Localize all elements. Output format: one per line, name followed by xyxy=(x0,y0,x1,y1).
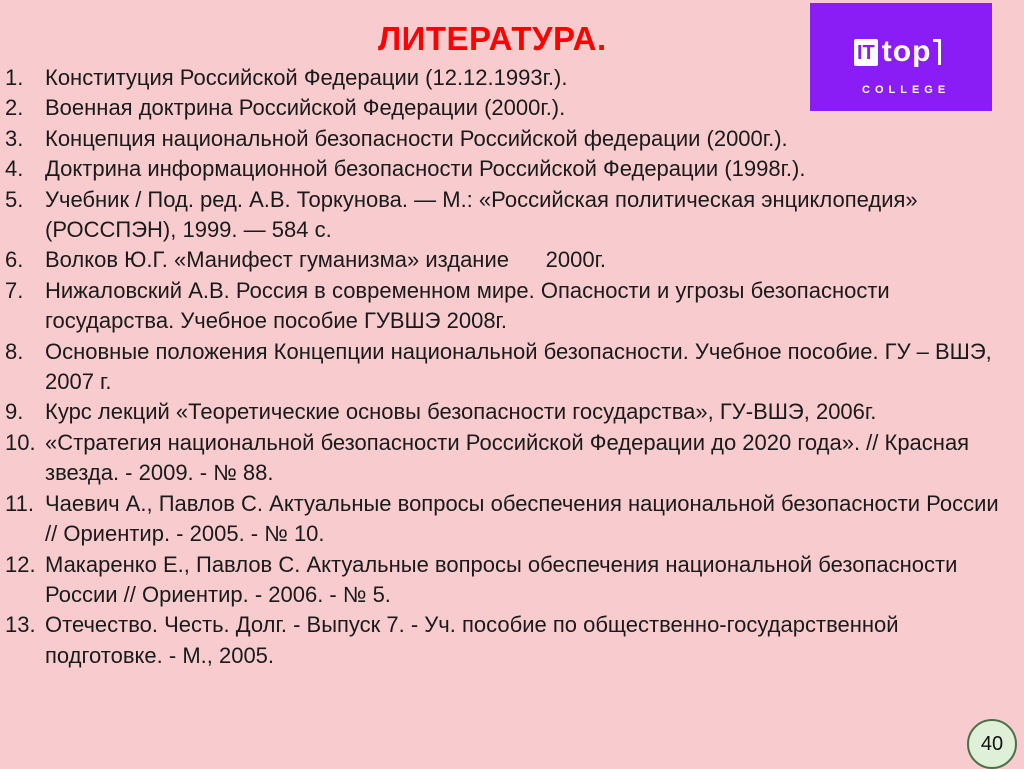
page-number-badge: 40 xyxy=(967,719,1017,769)
item-number: 6. xyxy=(5,247,24,273)
list-item xyxy=(5,124,1005,154)
list-item xyxy=(5,397,1005,427)
item-text: Доктрина информационной безопасности Российской Федерации (1998г.). xyxy=(45,156,806,182)
item-number: 3. xyxy=(5,125,24,151)
list-item xyxy=(5,276,1005,337)
list-item xyxy=(5,337,1005,398)
list-item xyxy=(5,63,1005,93)
item-text: «Стратегия национальной безопасности Российской Федерации до 2020 года». // Красная звезда. - 2009. - № 88. xyxy=(45,429,970,486)
logo-word: top xyxy=(881,35,932,68)
list-item xyxy=(5,550,1005,611)
item-number: 10. xyxy=(5,429,36,455)
item-number: 1. xyxy=(5,65,24,90)
list-item xyxy=(5,93,1005,123)
item-number: 8. xyxy=(5,338,24,364)
item-number: 9. xyxy=(5,399,24,425)
item-number: 4. xyxy=(5,156,24,182)
item-text: Волков Ю.Г. «Манифест гуманизма» издание 2000г. xyxy=(45,247,607,273)
item-text: Основные положения Концепции национальной безопасности. Учебное пособие. ГУ – ВШЭ, 2007 г. xyxy=(45,338,992,395)
list-item xyxy=(5,428,1005,489)
logo-subtitle: COLLEGE xyxy=(862,84,951,96)
reference-list xyxy=(5,63,1005,671)
logo-it-mark: IT xyxy=(854,39,878,66)
list-item xyxy=(5,489,1005,550)
list-item xyxy=(5,185,1005,246)
item-number: 2. xyxy=(5,95,24,121)
list-item xyxy=(5,245,1005,275)
item-text: Отечество. Честь. Долг. - Выпуск 7. - Уч. пособие по общественно-государственной подготовке. - М., 2005. xyxy=(45,612,899,668)
item-number: 5. xyxy=(5,186,24,212)
slide-title: ЛИТЕРАТУРА. xyxy=(378,20,607,57)
item-text: Нижаловский А.В. Россия в современном мире. Опасности и угрозы безопасности государства. Учебное пособие ГУВШЭ 2008г. xyxy=(45,277,890,334)
item-number: 13. xyxy=(5,612,36,638)
item-text: Учебник / Под. ред. А.В. Торкунова. — М.: «Российская политическая энциклопедия» (РОССПЭН), 1999. — 584 с. xyxy=(45,186,918,243)
item-text: Военная доктрина Российской Федерации (2000г.). xyxy=(45,95,566,121)
item-text: Чаевич А., Павлов С. Актуальные вопросы обеспечения национальной безопасности России // Ориентир. - 2005. - № 10. xyxy=(45,490,999,547)
list-item xyxy=(5,610,1005,671)
item-number: 7. xyxy=(5,277,24,303)
item-text: Концепция национальной безопасности Российской федерации (2000г.). xyxy=(45,125,788,151)
item-number: 11. xyxy=(5,490,34,516)
list-item xyxy=(5,154,1005,184)
item-number: 12. xyxy=(5,551,36,577)
item-text: Макаренко Е., Павлов С. Актуальные вопросы обеспечения национальной безопасности России // Ориентир. - 2006. - № 5. xyxy=(45,551,958,607)
item-text: Курс лекций «Теоретические основы безопасности государства», ГУ-ВШЭ, 2006г. xyxy=(45,399,877,425)
item-text: Конституция Российской Федерации (12.12.1993г.). xyxy=(45,65,568,90)
logo-bracket-icon xyxy=(933,39,941,65)
